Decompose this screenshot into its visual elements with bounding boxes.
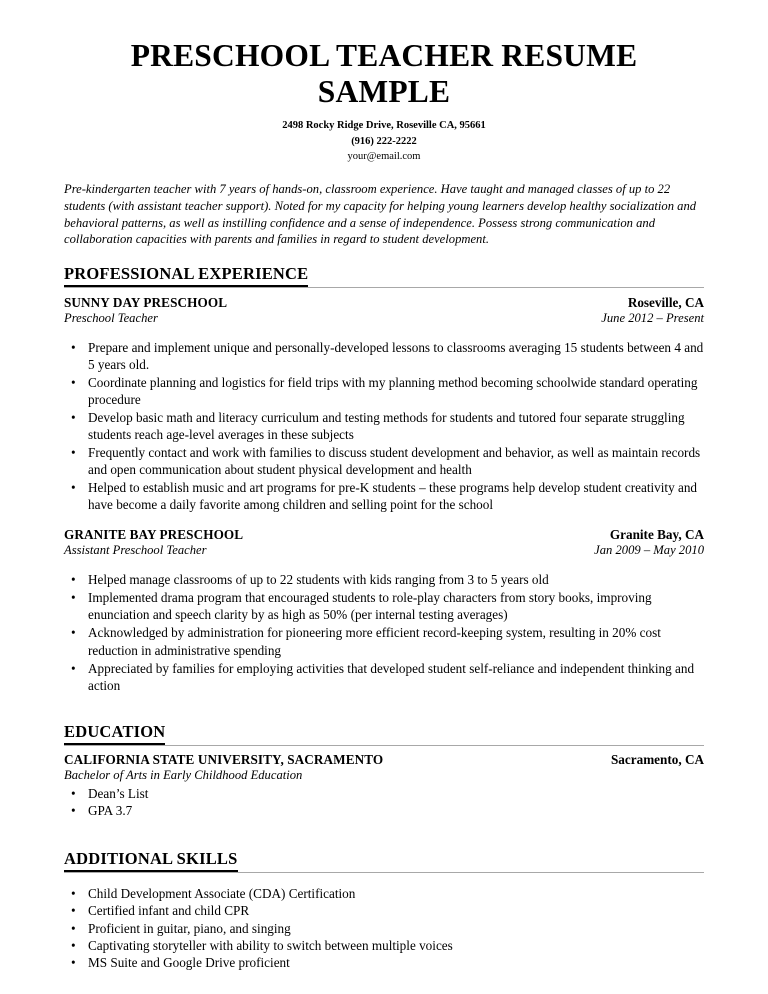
job-org-row bbox=[64, 295, 704, 311]
job-entry bbox=[64, 527, 704, 693]
contact-address: 2498 Rocky Ridge Drive, Roseville CA, 95661 bbox=[282, 120, 486, 132]
job-dates: June 2012 – Present bbox=[601, 311, 704, 326]
job-title: Assistant Preschool Teacher bbox=[64, 543, 207, 558]
section-heading-skills bbox=[64, 850, 704, 875]
job-bullet-list bbox=[64, 339, 704, 513]
section-divider-rule bbox=[64, 287, 704, 288]
job-location: Roseville, CA bbox=[627, 295, 704, 311]
list-item: • Child Development Associate (CDA) Certification bbox=[64, 885, 704, 902]
list-item: • GPA 3.7 bbox=[64, 802, 704, 819]
contact-email: your@email.com bbox=[347, 150, 421, 162]
section-heading-education bbox=[64, 723, 704, 748]
list-item: • Helped manage classrooms of up to 22 students with kids ranging from 3 to 5 years old bbox=[64, 571, 704, 588]
list-item: • Appreciated by families for employing activities that developed student self-reliance and independent thinking and action bbox=[64, 660, 704, 694]
section-divider-rule bbox=[64, 745, 704, 746]
list-item: • MS Suite and Google Drive proficient bbox=[64, 954, 704, 971]
contact-block bbox=[64, 118, 704, 164]
education-location: Sacramento, CA bbox=[610, 751, 704, 767]
job-title: Preschool Teacher bbox=[64, 311, 158, 326]
list-item: • Frequently contact and work with families to discuss student development and behavior, as well as maintain records and open communication about student physical development and health bbox=[64, 444, 704, 478]
section-heading-experience bbox=[64, 265, 704, 290]
section-additional-skills bbox=[64, 850, 704, 972]
resume-content bbox=[64, 0, 704, 972]
job-entry bbox=[64, 295, 704, 513]
skills-bullet-list bbox=[64, 885, 704, 972]
job-dates: Jan 2009 – May 2010 bbox=[594, 543, 704, 558]
job-org-row bbox=[64, 527, 704, 543]
job-role-row bbox=[64, 311, 704, 326]
list-item: • Helped to establish music and art programs for pre-K students – these programs help develop student creativity and have become a daily favorite among children and selling point for the school bbox=[64, 479, 704, 513]
section-heading-education-label: EDUCATION bbox=[64, 723, 165, 745]
list-item: • Implemented drama program that encouraged students to role-play characters from story books, improving enunciation and speech clarity by as high as 50% (per internal testing averages) bbox=[64, 589, 704, 623]
list-item: • Acknowledged by administration for pioneering more efficient record-keeping system, resulting in 20% cost reduction in administrative spending bbox=[64, 624, 704, 658]
section-education bbox=[64, 723, 704, 820]
section-heading-experience-label: PROFESSIONAL EXPERIENCE bbox=[64, 265, 308, 287]
job-location: Granite Bay, CA bbox=[609, 527, 704, 543]
section-professional-experience bbox=[64, 265, 704, 694]
job-organization: GRANITE BAY PRESCHOOL bbox=[64, 527, 244, 543]
list-item: • Develop basic math and literacy curriculum and testing methods for students and tutored four separate struggling students reach age-level averages in these subjects bbox=[64, 409, 704, 443]
list-item: • Coordinate planning and logistics for field trips with my planning method becoming schoolwide standard operating procedure bbox=[64, 374, 704, 408]
list-item: • Certified infant and child CPR bbox=[64, 902, 704, 919]
list-item: • Prepare and implement unique and personally-developed lessons to classrooms averaging 15 students between 4 and 5 years old. bbox=[64, 339, 704, 373]
job-organization: SUNNY DAY PRESCHOOL bbox=[64, 295, 228, 311]
job-bullet-list bbox=[64, 571, 704, 693]
professional-summary: Pre-kindergarten teacher with 7 years of hands-on, classroom experience. Have taught and managed classes of up to 22 students (with assistant teacher support). Noted for my capacity for helping young learners develop healthy socialization and behavioral patterns, as well as instilling confidence and a sense of independence. Possess strong communication and collaboration capacities with parents and families in regard to student development. bbox=[64, 182, 697, 247]
contact-phone: (916) 222-2222 bbox=[351, 135, 417, 147]
education-bullet-list bbox=[64, 785, 704, 820]
list-item: • Dean’s List bbox=[64, 785, 704, 802]
education-school-row bbox=[64, 752, 704, 768]
section-divider-rule bbox=[64, 872, 704, 873]
job-role-row bbox=[64, 543, 704, 558]
education-entry bbox=[64, 752, 704, 820]
list-item: • Captivating storyteller with ability to switch between multiple voices bbox=[64, 937, 704, 954]
education-degree: Bachelor of Arts in Early Childhood Education bbox=[64, 767, 303, 782]
education-school: CALIFORNIA STATE UNIVERSITY, SACRAMENTO bbox=[64, 751, 384, 767]
list-item: • Proficient in guitar, piano, and singing bbox=[64, 920, 704, 937]
section-heading-skills-label: ADDITIONAL SKILLS bbox=[64, 850, 238, 872]
page-title: PRESCHOOL TEACHER RESUME SAMPLE bbox=[130, 38, 638, 110]
